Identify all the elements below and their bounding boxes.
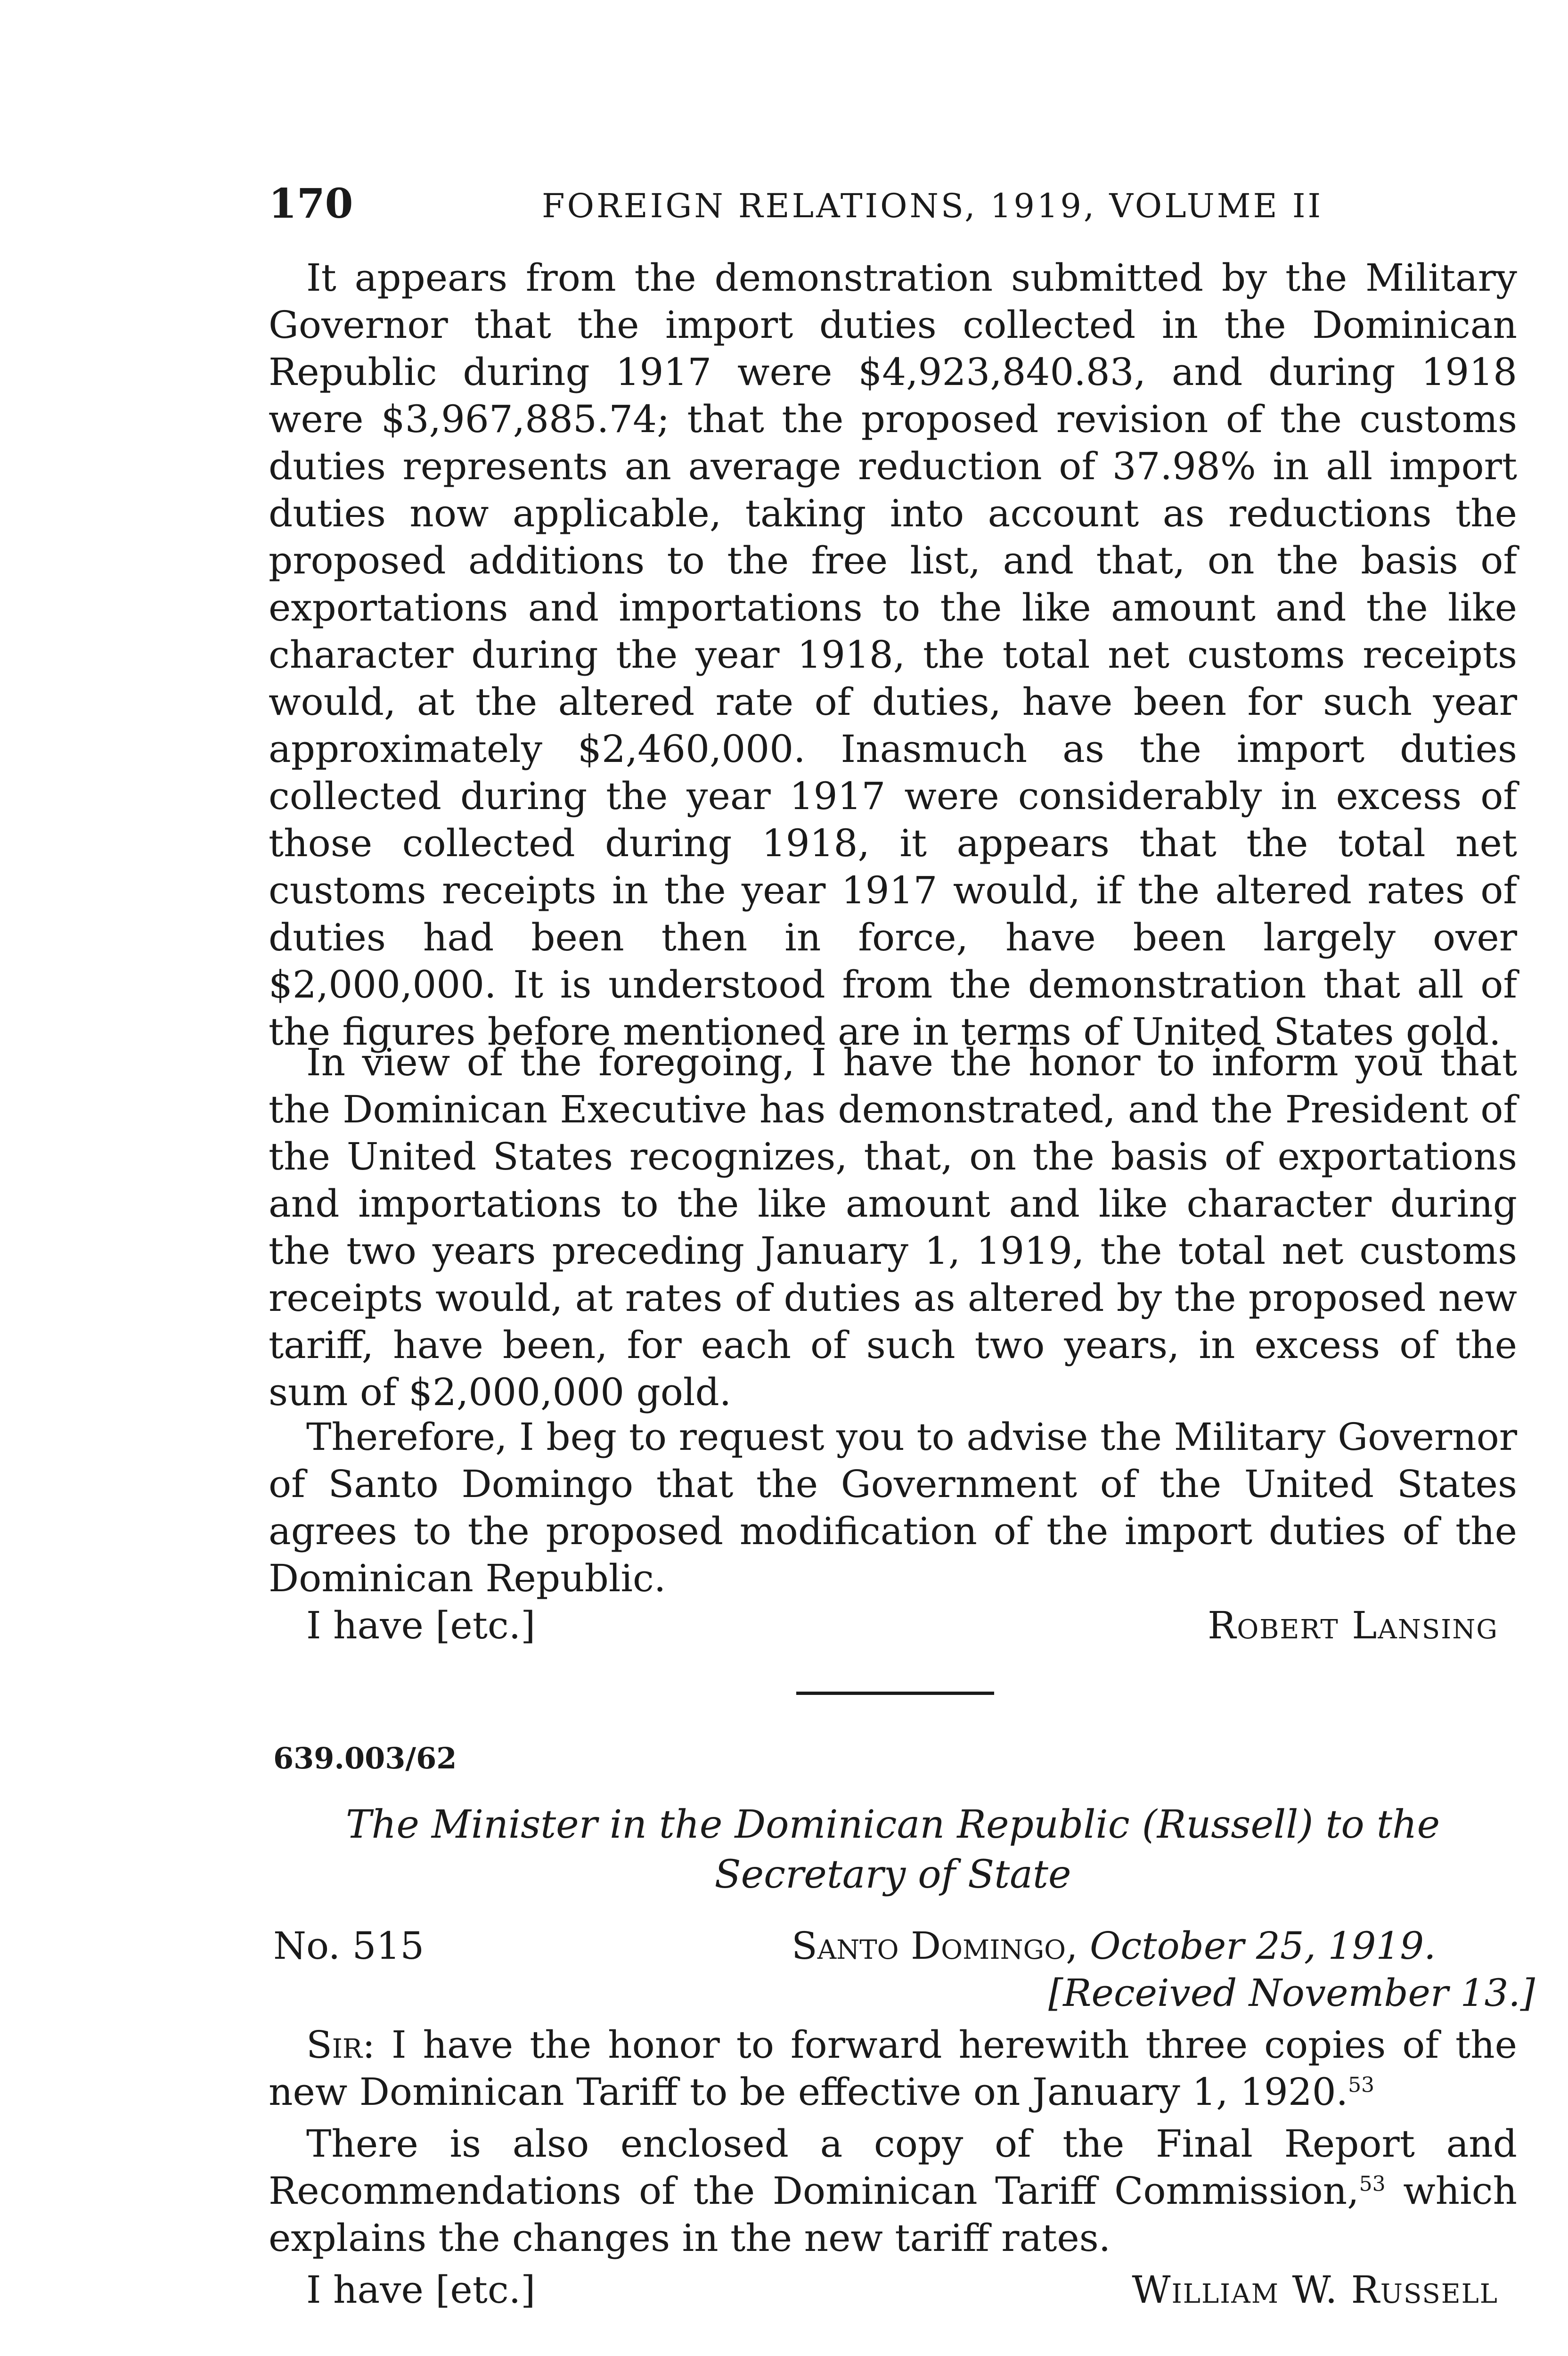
dispatch-date: October 25, 1919. xyxy=(1089,1924,1436,1968)
letter2-paragraph-1 xyxy=(269,2021,1517,2116)
letter2-signature-line xyxy=(306,2266,1517,2314)
letter1-paragraph-3: Therefore, I beg to request you to advise the Military Governor of Santo Domingo that the Government of the United States agrees to the proposed modification of the import duties of the Dominican Republic. xyxy=(269,1415,1517,1600)
letter1-closing: I have [etc.] xyxy=(306,1603,536,1647)
letter2-paragraph-1-text: I have the honor to forward herewith three copies of the new Dominican Tariff to be effective on January 1, 1920. xyxy=(269,2023,1517,2114)
letter1-signature-line xyxy=(306,1602,1517,1649)
letter2-paragraph-2-text-b: which explains the changes in the new tariff rates. xyxy=(269,2169,1518,2260)
letter2-signature: William W. Russell xyxy=(1132,2268,1498,2312)
file-reference: 639.003/62 xyxy=(273,1741,457,1775)
dispatch-place: Santo Domingo, xyxy=(792,1924,1078,1968)
letter1-signature: Robert Lansing xyxy=(1208,1603,1498,1647)
received-date: [Received November 13.] xyxy=(1048,1971,1535,2015)
letter2-closing: I have [etc.] xyxy=(306,2268,536,2312)
letter1-paragraph-2: In view of the foregoing, I have the honor to inform you that the Dominican Executive has demonstrated, and the President of the United States recognizes, that, on the basis of exportations and importations to the like amount and like character during the two years preceding January 1, 1919, the total net customs receipts would, at rates of duties as altered by the proposed new tariff, have been, for each of such two years, in excess of the sum of $2,000,000 gold. xyxy=(269,1040,1517,1414)
dispatch-number: No. 515 xyxy=(273,1924,425,1968)
page-number: 170 xyxy=(269,180,353,228)
letter2-paragraph-2 xyxy=(269,2120,1517,2262)
document-title: The Minister in the Dominican Republic (Russell) to the Secretary of State xyxy=(345,1802,1440,1897)
salutation: Sir: xyxy=(306,2023,376,2067)
dateline xyxy=(269,1922,1517,1970)
letter2-paragraph-2-text-a: There is also enclosed a copy of the Final Report and Recommendations of the Dominican Tariff Commission, xyxy=(269,2122,1517,2213)
page-header xyxy=(269,180,1517,232)
footnote-ref-1: 53 xyxy=(1348,2073,1375,2097)
letter1-paragraph-1: It appears from the demonstration submitted by the Military Governor that the import duties collected in the Dominican Republic during 1917 were $4,923,840.83, and during 1918 were $3,967,885.74; that the proposed revision of the customs duties represents an average reduction of 37.98% in all import duties now applicable, taking into account as reductions the proposed additions to the free list, and that, on the basis of exportations and importations to the like amount and the like character during the year 1918, the total net customs receipts would, at the altered rate of duties, have been for such year approximately $2,460,000. Inasmuch as the import duties collected during the year 1917 were considerably in excess of those collected during 1918, it appears that the total net customs receipts in the year 1917 would, if the altered rates of duties had been then in force, have been largely over $2,000,000. It is understood from the demonstration that all of the figures before mentioned are in terms of United States gold. xyxy=(269,256,1517,1054)
footnote-ref-2: 53 xyxy=(1359,2172,1386,2196)
place-and-date xyxy=(792,1922,1436,1970)
running-head: FOREIGN RELATIONS, 1919, VOLUME II xyxy=(542,187,1323,225)
section-divider xyxy=(796,1692,994,1695)
